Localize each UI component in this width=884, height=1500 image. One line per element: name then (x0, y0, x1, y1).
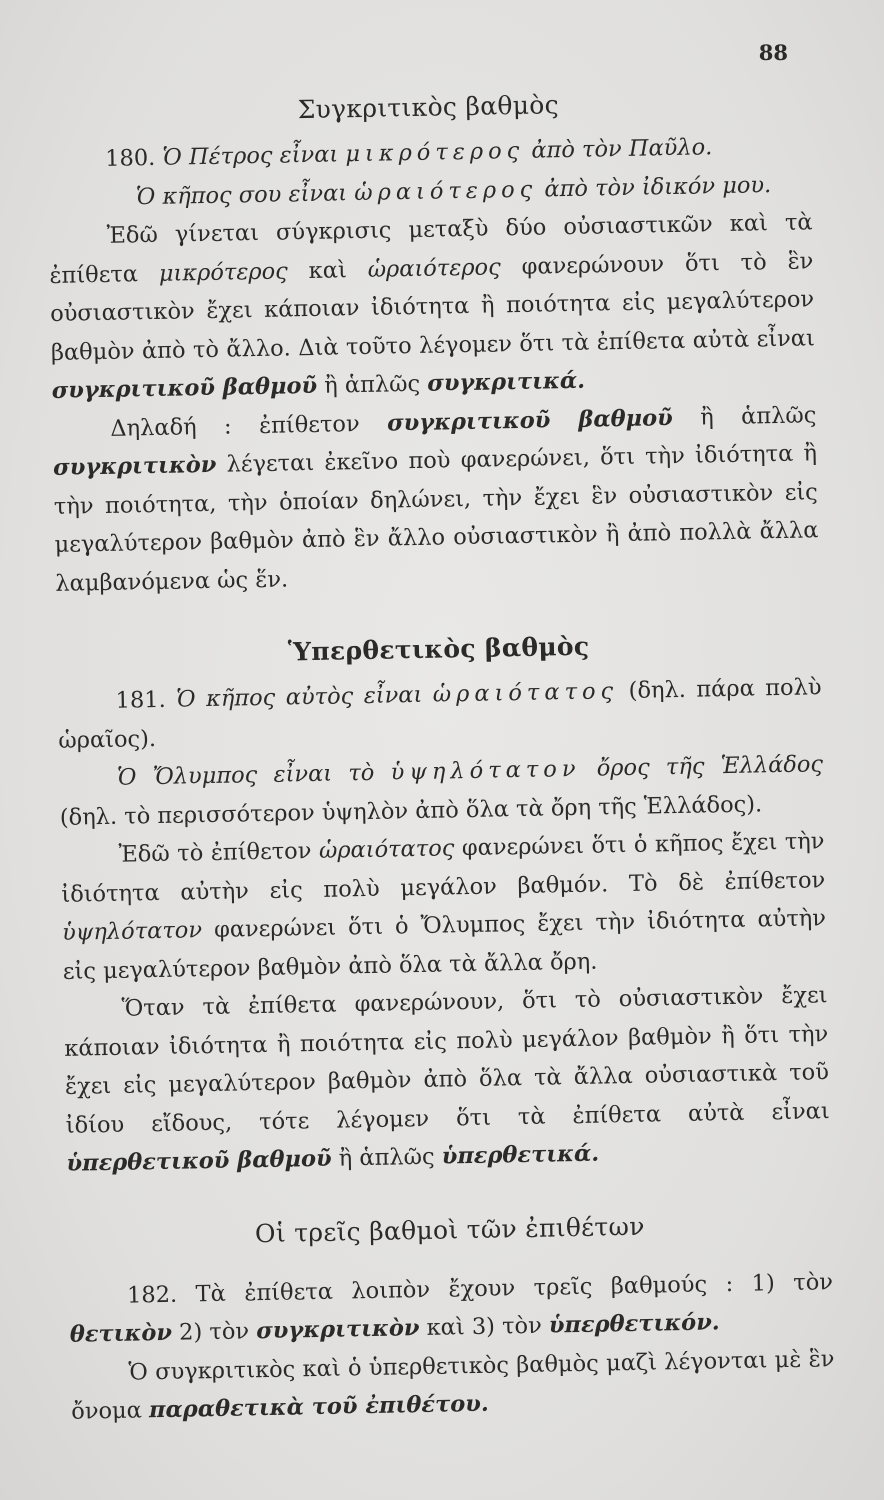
italic-term: ὡραιότατος (318, 835, 455, 864)
text-run: Ἐδῶ γίνεται σύγκρισις μεταξὺ δύο οὐσιαστικῶν καὶ τὰ ἐπίθετα (49, 209, 813, 289)
example-keyword: ὡραιότατος (432, 678, 619, 708)
bold-term: ὑπερθετικά. (441, 1140, 600, 1170)
text-run: 2) τὸν (178, 1318, 250, 1346)
example-181-line-1 (57, 668, 822, 760)
example-number: 180. (104, 144, 156, 172)
bold-term: ὑπερθετικοῦ βαθμοῦ (66, 1145, 332, 1177)
text-run: φανερώνει ὅτι ὁ κῆπος ἔχει τὴν ἰδιότητα αὐτὴν εἰς πολὺ μεγάλον βαθμόν. Τὸ δὲ ἐπίθετον (61, 828, 826, 908)
text-run: 182. Τὰ ἐπίθετα λοιπὸν ἔχουν τρεῖς βαθμούς : 1) τὸν (126, 1268, 834, 1309)
text-run: φανερώνουν ὅτι τὸ ἓν οὐσιαστικὸν ἔχει κάποιαν ἰδιότητα ἢ ποιότητα εἰς μεγαλύτερον βαθμὸν ἀπὸ τὸ ἄλλο. Διὰ τοῦτο λέγομεν ὅτι τὰ ἐπίθετα αὐτὰ εἶναι (49, 247, 816, 366)
example-text: Ὁ κῆπος σου εἶναι (135, 179, 348, 210)
example-number: 181. (115, 686, 166, 714)
italic-term: ὡραιότερος (367, 253, 501, 283)
text-run: ἢ ἁπλῶς (338, 1143, 435, 1172)
page-number: 88 (758, 40, 788, 65)
example-keyword: μικρότερος (345, 137, 525, 168)
paragraph-comparative-definition (52, 396, 820, 603)
paragraph-comparative-explanation (48, 203, 816, 410)
page-content (46, 80, 836, 1431)
section-heading-superlative: Ὑπερθετικὸς βαθμὸς (287, 631, 590, 667)
text-run: Δηλαδή : ἐπίθετον (110, 410, 360, 442)
section-heading-three-degrees: Οἱ τρεῖς βαθμοὶ τῶν ἐπιθέτων (254, 1211, 645, 1248)
text-run: ἢ ἁπλῶς (699, 401, 817, 430)
text-run: Ὅταν τὰ ἐπίθετα φανερώνουν, ὅτι τὸ οὐσιαστικὸν ἔχει κάποιαν ἰδιότητα ἢ ποιότητα εἰς πολὺ μεγάλον βαθμὸν ἢ ὅτι τὴν ἔχει εἰς μεγαλύτερον βαθμὸν ἀπὸ ὅλα τὰ ἄλλα οὐσιαστικὰ τοῦ ἰδίου εἴδους, τότε λέγομεν ὅτι τὰ ἐπίθετα αὐτὰ εἶναι (64, 982, 830, 1139)
bold-term: θετικὸν (69, 1319, 173, 1348)
example-181-line-2 (59, 745, 824, 837)
bold-term: παραθετικὰ τοῦ ἐπιθέτου. (148, 1390, 489, 1424)
italic-term: μικρότερος (158, 257, 288, 287)
bold-term: συγκριτικὸν (255, 1315, 420, 1345)
bold-term: συγκριτικοῦ βαθμοῦ (51, 372, 318, 404)
example-keyword: ὡραιότερος (353, 176, 538, 206)
example-text: Ὁ κῆπος αὐτὸς εἶναι (176, 681, 423, 713)
bold-term: συγκριτικά. (426, 367, 586, 397)
example-text: ἀπὸ τὸν Παῦλο. (531, 134, 713, 164)
text-run: φανερώνει ὅτι ὁ Ὄλυμπος ἔχει τὴν ἰδιότητα αὐτὴν εἰς μεγαλύτερον βαθμὸν ἀπὸ ὅλα τὰ ἄλλα ὄρη. (62, 905, 827, 985)
bold-term: συγκριτικοῦ βαθμοῦ (386, 404, 674, 437)
example-keyword: ὑψηλότατον (390, 755, 581, 786)
paragraph-182 (69, 1263, 834, 1355)
text-run: καὶ (308, 256, 348, 284)
example-gloss: (δηλ. τὸ περισσότερον ὑψηλὸν ἀπὸ ὅλα τὰ ὄρη τῆς Ἑλλάδος). (59, 790, 763, 831)
section-heading-comparative: Συγκριτικὸς βαθμὸς (297, 90, 560, 125)
paragraph-superlative-explanation (60, 822, 827, 991)
paragraph-superlative-definition (63, 976, 831, 1183)
paragraph-parathetika (70, 1340, 835, 1432)
bold-term: συγκριτικὸν (52, 451, 217, 481)
italic-term: ὑψηλότατον (61, 917, 203, 946)
text-run: Ἐδῶ τὸ ἐπίθετον (118, 838, 312, 868)
example-gloss: (δηλ. πάρα πολὺ ὡραῖος). (58, 674, 822, 754)
bold-term: ὑπερθετικόν. (548, 1309, 720, 1339)
example-text: Ὁ Πέτρος εἶναι (162, 141, 339, 171)
text-run: Ὁ συγκριτικὸς καὶ ὁ ὑπερθετικὸς βαθμὸς μαζὶ λέγονται μὲ ἓν ὄνομα (71, 1345, 835, 1425)
text-run: καὶ 3) τὸν (426, 1312, 542, 1341)
text-run: λέγεται ἐκεῖνο ποὺ φανερώνει, ὅτι τὴν ἰδιότητα ἢ τὴν ποιότητα, τὴν ὁποίαν δηλώνει, τὴν ἔχει ἓν οὐσιαστικὸν εἰς μεγαλύτερον βαθμὸν ἀπὸ ἓν ἄλλο οὐσιαστικὸν ἢ ἀπὸ πολλὰ ἄλλα λαμβανόμενα ὡς ἕν. (53, 440, 819, 597)
text-run: ἢ ἁπλῶς (324, 370, 421, 399)
example-text: ὄρος τῆς Ἑλλάδος (596, 751, 824, 782)
example-text: ἀπὸ τὸν ἰδικόν μου. (544, 171, 772, 202)
example-text: Ὁ Ὄλυμπος εἶναι τὸ (116, 759, 375, 791)
